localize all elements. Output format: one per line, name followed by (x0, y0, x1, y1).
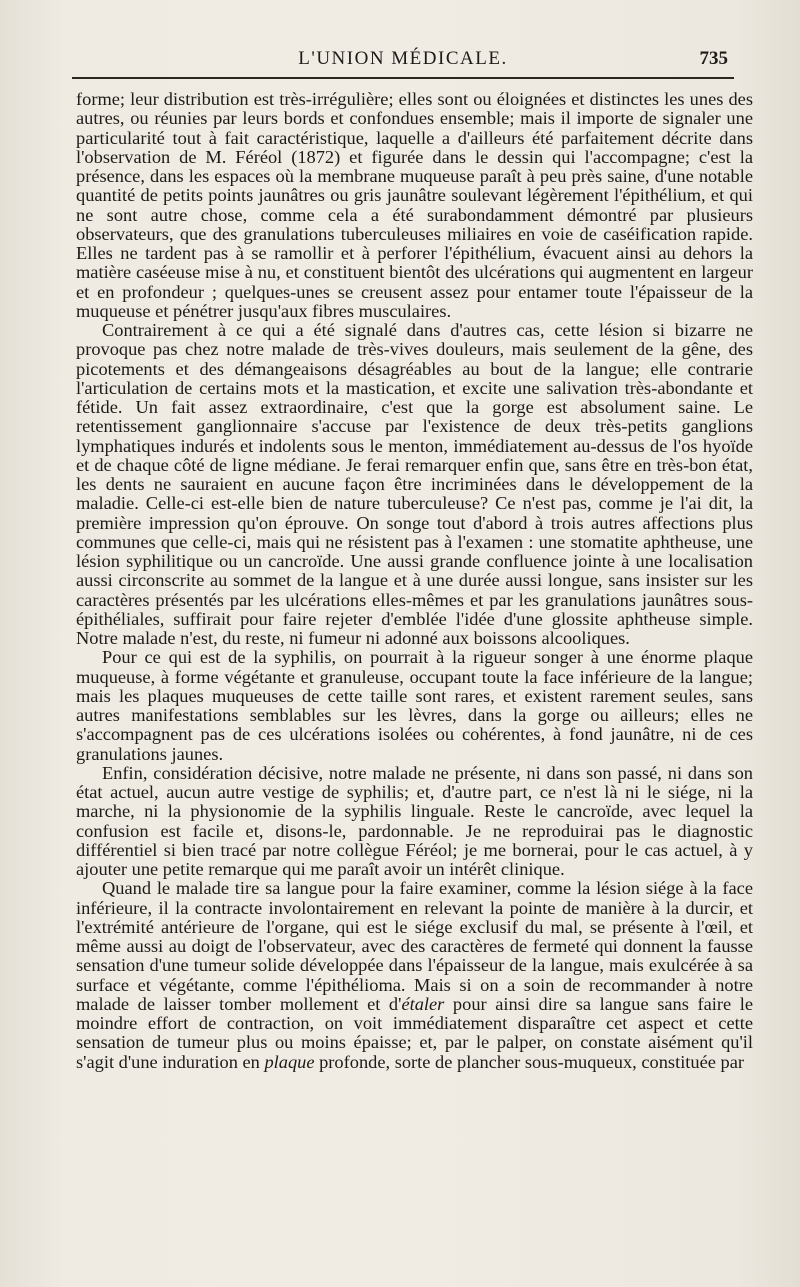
paragraph (76, 648, 753, 764)
article-body (76, 90, 753, 1072)
italic-word: étaler (401, 993, 445, 1014)
running-title: L'UNION MÉDICALE. (298, 48, 508, 69)
page-header (78, 48, 728, 72)
header-rule (72, 77, 734, 79)
paragraph-text: Enfin, considération décisive, notre malade ne présente, ni dans son passé, ni dans son état actuel, aucun autre vestige de syphilis; et, d'autre part, ce n'est là ni le siége, ni la marche, ni la physionomie de la syphilis linguale. Reste le cancroïde, avec lequel la confusion est facile et, disons-le, pardonnable. Je ne reproduirai pas le diagnostic différentiel si bien tracé par notre collègue Féréol; je me bornerai, pour le cas actuel, à y ajouter une petite remarque qui me paraît avoir un intérêt clinique. (76, 762, 753, 879)
paragraph (76, 879, 753, 1072)
page-number: 735 (699, 48, 728, 69)
paragraph-text: forme; leur distribution est très-irrégulière; elles sont ou éloignées et distinctes les unes des autres, ou réunies par leurs bords et confondues ensemble; mais il importe de signaler une particularité tout à fait caractéristique, laquelle a d'ailleurs été parfaitement décrite dans l'observation de M. Féréol (1872) et figurée dans le dessin qui l'accompagne; c'est la présence, dans les espaces où la membrane muqueuse paraît à peu près saine, d'une notable quantité de petits points jaunâtres ou gris jaunâtre soulevant légèrement l'épithélium, et qui ne sont autre chose, comme cela a été surabondamment démontré par plusieurs observateurs, que des granulations tuberculeuses miliaires en voie de caséification rapide. Elles ne tardent pas à se ramollir et à perforer l'épithélium, évacuent ainsi au dehors la matière caséeuse mise à nu, et constituent bientôt des ulcérations qui augmentent en largeur et en profondeur ; quelques-unes se creusent assez pour entamer toute l'épaisseur de la muqueuse et pénétrer jusqu'aux fibres musculaires. (76, 89, 753, 321)
paragraph (76, 764, 753, 880)
paragraph-text: Contrairement à ce qui a été signalé dans d'autres cas, cette lésion si bizarre ne provoque pas chez notre malade de très-vives douleurs, mais seulement de la gêne, des picotements et des démangeaisons désagréables au bout de la langue; elle contrarie l'articulation de certains mots et la mastication, et excite une salivation très-abondante et fétide. Un fait assez extraordinaire, c'est que la gorge est absolument saine. Le retentissement ganglionnaire s'accuse par l'existence de deux très-petits ganglions lymphatiques indurés et indolents sous le menton, immédiatement au-dessus de l'os hyoïde et de chaque côté de ligne médiane. Je ferai remarquer enfin que, sans être en très-bon état, les dents ne sauraient en aucune façon être incriminées dans le développement de la maladie. Celle-ci est-elle bien de nature tuberculeuse? Ce n'est pas, comme je l'ai dit, la première impression qu'on éprouve. On songe tout d'abord à trois autres affections plus communes que celle-ci, mais qui ne résistent pas à l'examen : une stomatite aphtheuse, une lésion syphilitique ou un cancroïde. Une aussi grande confluence jointe à une localisation aussi circonscrite au sommet de la langue et à une durée aussi longue, sans insister sur les caractères présentés par les ulcérations elles-mêmes et par les granulations jaunâtres sous-épithéliales, suffirait pour faire rejeter d'emblée l'idée d'une glossite aphtheuse simple. Notre malade n'est, du reste, ni fumeur ni adonné aux boissons alcooliques. (76, 320, 753, 648)
paragraph-text: Pour ce qui est de la syphilis, on pourrait à la rigueur songer à une énorme plaque muqueuse, à forme végétante et granuleuse, occupant toute la face inférieure de la langue; mais les plaques muqueuses de cette taille sont rares, et existent rarement seules, sans autres manifestations semblables sur les lèvres, dans la gorge ou ailleurs; elles ne s'accompagnent pas de ces ulcérations isolées ou cohérentes, à fond jaunâtre, ni de ces granulations jaunes. (76, 647, 753, 764)
paragraph (76, 90, 753, 321)
italic-word: plaque (264, 1051, 315, 1072)
paragraph-text: Quand le malade tire sa langue pour la faire examiner, comme la lésion siége à la face inférieure, il la contracte involontairement en relevant la pointe de manière à la durcir, et l'extrémité antérieure de l'organe, qui est le siége exclusif du mal, se présente à l'œil, et même aussi au doigt de l'observateur, avec des caractères de fermeté qui donnent la fausse sensation d'une tumeur solide développée dans l'épaisseur de la langue, mais exulcérée à sa surface et végétante, comme l'épithélioma. Mais si on a soin de recommander à notre malade de laisser tomber mollement et d' (76, 878, 753, 1014)
paragraph (76, 321, 753, 648)
paragraph-text: pour ainsi dire sa langue sans faire le moindre effort de contraction, on voit immédiatement disparaître cet aspect et cette sensation de tumeur plus ou moins épaisse; et, par le palper, on constate aisément qu'il s'agit d'une induration en (76, 993, 753, 1072)
paragraph-text: profonde, sorte de plancher sous-muqueux, constituée par (314, 1051, 745, 1072)
